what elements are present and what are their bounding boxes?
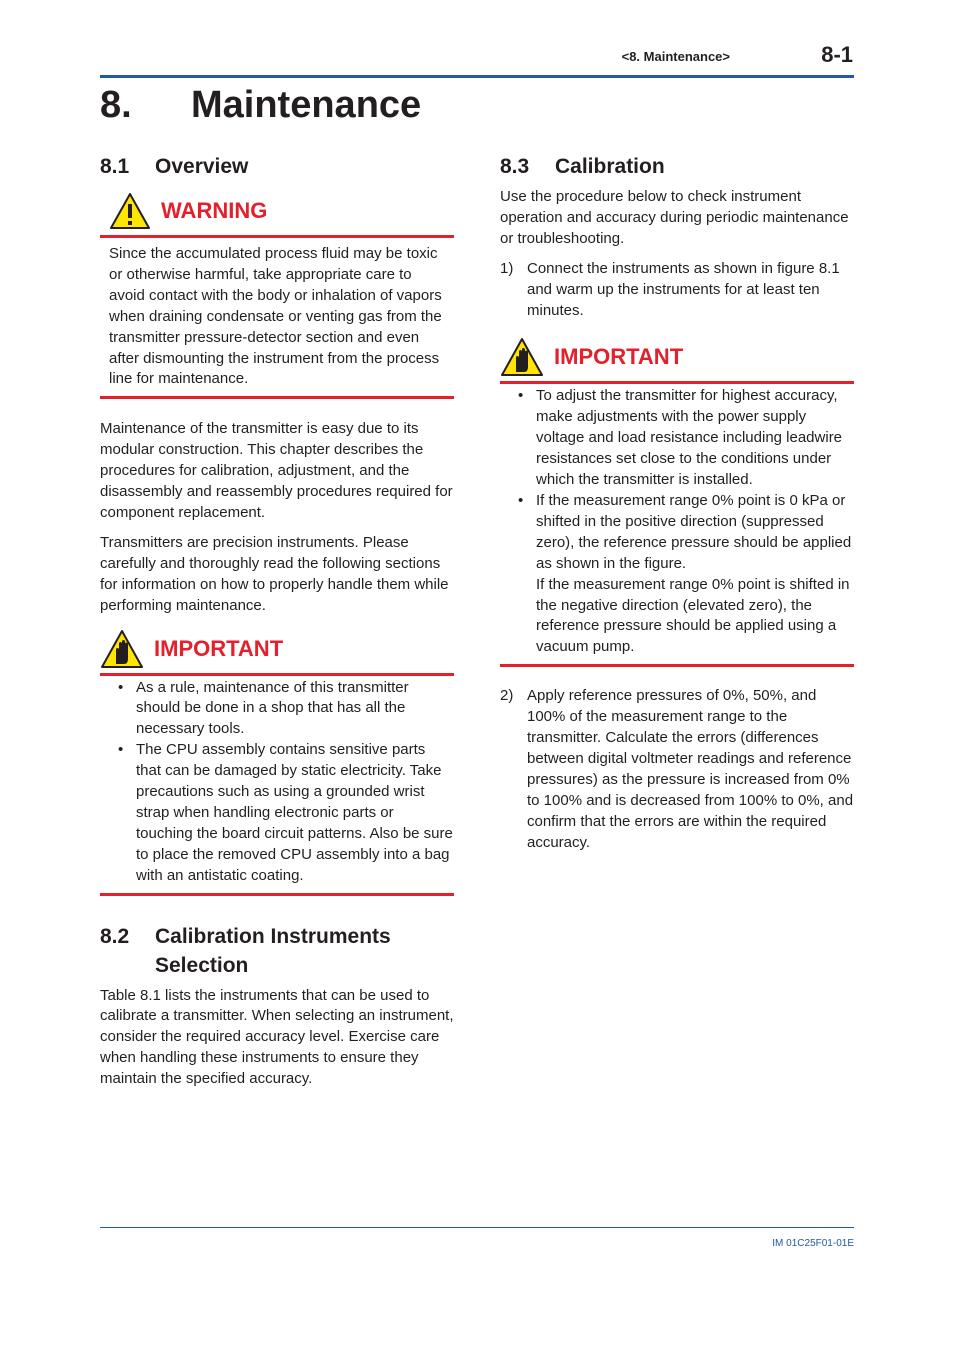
section-number: 8.2 xyxy=(100,924,130,948)
step-item xyxy=(500,686,854,853)
raised-hand-icon xyxy=(100,629,144,669)
important-label: IMPORTANT xyxy=(154,635,284,661)
list-item xyxy=(500,386,854,491)
paragraph: Use the procedure below to check instrument operation and accuracy during periodic maintenance or troubleshooting. xyxy=(500,188,849,247)
paragraph: Transmitters are precision instruments. Please carefully and thoroughly read the following sections for information on how to properly handle them while performing maintenance. xyxy=(100,533,449,614)
raised-hand-icon xyxy=(500,337,544,377)
list-item xyxy=(100,740,454,886)
step-item xyxy=(500,259,854,322)
warning-label: WARNING xyxy=(161,198,268,223)
list-item-text: If the measurement range 0% point is 0 kPa or shifted in the positive direction (suppressed zero), the reference pressure should be applied as shown in the figure. xyxy=(536,491,852,572)
important-callout-header xyxy=(500,333,854,381)
important-list xyxy=(100,676,454,893)
important-list xyxy=(500,384,854,664)
section-number: 8.3 xyxy=(500,155,530,178)
section-heading-8-2 xyxy=(100,922,454,980)
important-callout xyxy=(100,625,454,896)
section-heading-8-3 xyxy=(500,152,854,181)
paragraph: Table 8.1 lists the instruments that can be used to calibrate a transmitter. When selecting an instrument, consider the required accuracy level. Exercise care when handling these instruments to ensure they maintain the specified accuracy. xyxy=(100,986,454,1088)
section-title-line: Calibration Instruments xyxy=(155,924,391,948)
paragraph: Maintenance of the transmitter is easy due to its modular construction. This chapter describes the procedures for calibration, adjustment, and the disassembly and reassembly procedures required for component replacement. xyxy=(100,420,453,521)
section-title xyxy=(155,922,391,980)
warning-callout-header xyxy=(100,187,454,235)
list-item-text: As a rule, maintenance of this transmitter should be done in a shop that has all the necessary tools. xyxy=(136,678,409,738)
page-number: 8-1 xyxy=(821,42,853,67)
document-id: IM 01C25F01-01E xyxy=(772,1238,854,1249)
header-rule xyxy=(100,75,854,78)
step-text: Connect the instruments as shown in figure 8.1 and warm up the instruments for at least ten minutes. xyxy=(527,259,840,319)
list-item-text: To adjust the transmitter for highest accuracy, make adjustments with the power supply voltage and load resistance including leadwire resistances set close to the conditions under which the transmitter is installed. xyxy=(536,387,843,489)
section-title: Overview xyxy=(155,155,249,178)
footer-rule xyxy=(100,1227,854,1228)
section-title: Calibration xyxy=(555,155,665,178)
section-title-line: Selection xyxy=(155,953,249,977)
important-bottom-rule xyxy=(500,664,854,667)
chapter-number: 8. xyxy=(100,84,132,126)
warning-text: Since the accumulated process fluid may be toxic or otherwise harmful, take appropriate care to avoid contact with the body or inhalation of vapors when draining condensate or venting gas from the transmitter pressure-detector section and even after dismounting the instrument from the process line for maintenance. xyxy=(109,245,442,388)
right-column xyxy=(500,152,854,853)
step-text: Apply reference pressures of 0%, 50%, and 100% of the measurement range to the transmitter. Calculate the errors (differences between digital voltmeter readings and reference pressures) as the pressure is increased from 0% to 100% and is decreased from 100% to 0%, and confirm that the errors are within the required accuracy. xyxy=(527,687,854,851)
list-item-text: If the measurement range 0% point is shifted in the negative direction (elevated zero), the reference pressure should be applied using a vacuum pump. xyxy=(536,575,850,656)
list-item xyxy=(500,491,854,658)
section-number: 8.1 xyxy=(100,155,130,178)
warning-bottom-rule xyxy=(100,396,454,399)
important-label: IMPORTANT xyxy=(554,344,684,370)
left-column xyxy=(100,152,454,1090)
chapter-title-text: Maintenance xyxy=(191,84,422,126)
list-item xyxy=(100,678,454,741)
section-heading-8-1 xyxy=(100,152,454,181)
bullet: • xyxy=(518,491,524,509)
list-item-text: The CPU assembly contains sensitive parts that can be damaged by static electricity. Take precautions such as using a grounded wrist strap when handling electronic parts or touching the board circuit patterns. Also be sure to place the removed CPU assembly into a bag with an antistatic coating. xyxy=(136,741,453,884)
important-bottom-rule xyxy=(100,893,454,896)
step-number: 2) xyxy=(500,687,514,705)
procedure-steps xyxy=(500,686,854,853)
bullet: • xyxy=(518,387,524,405)
chapter-title xyxy=(100,82,421,128)
bullet: • xyxy=(118,678,124,696)
warning-callout xyxy=(100,187,454,399)
important-callout xyxy=(500,333,854,667)
bullet: • xyxy=(118,741,124,759)
procedure-steps xyxy=(500,259,854,322)
important-callout-header xyxy=(100,625,454,673)
running-header-chapter: <8. Maintenance> xyxy=(621,49,730,64)
warning-triangle-icon xyxy=(109,192,151,230)
step-number: 1) xyxy=(500,259,514,277)
